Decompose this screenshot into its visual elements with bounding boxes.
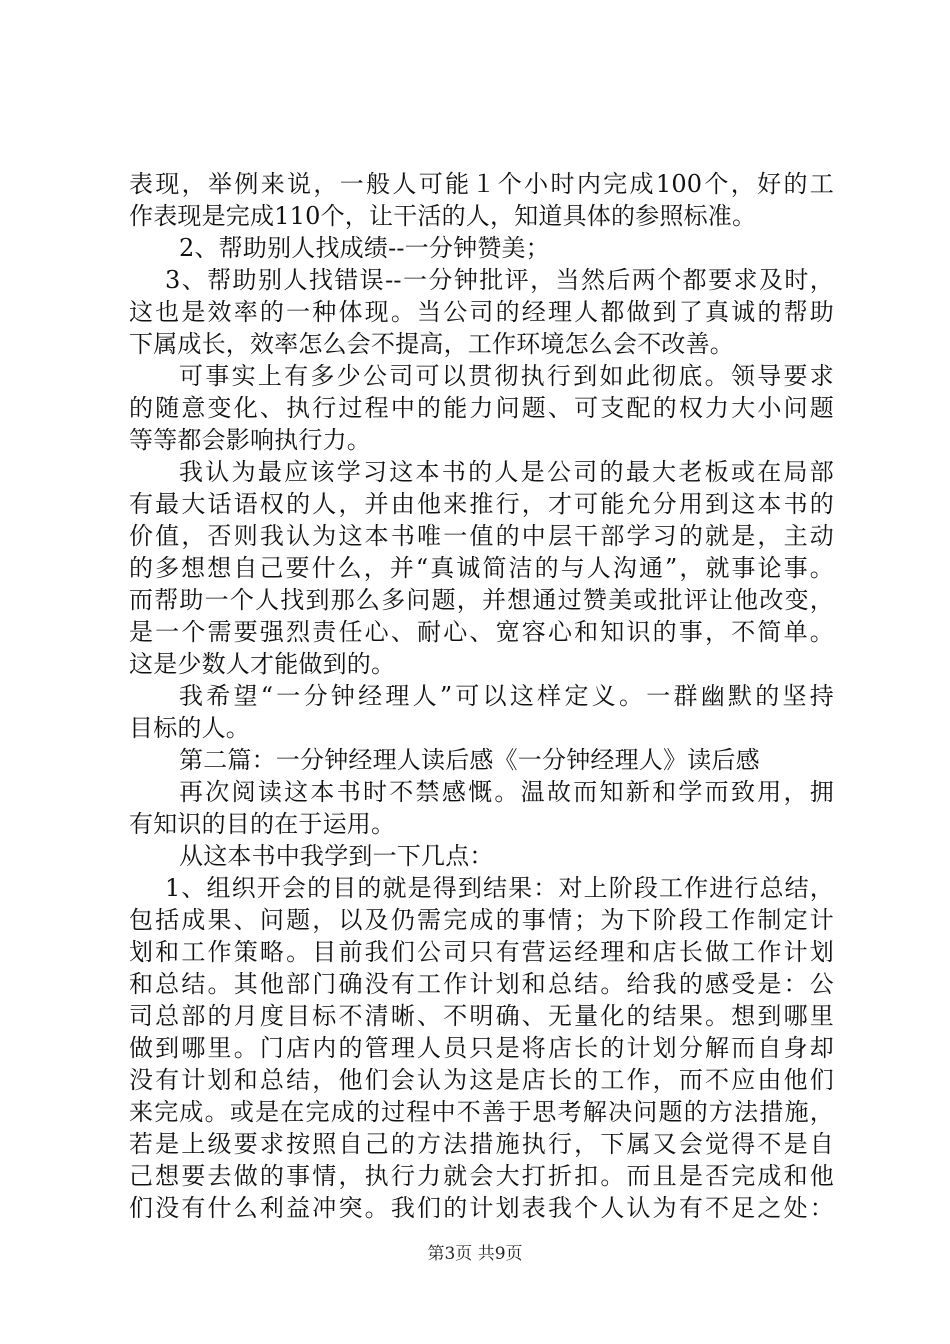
text-line: 来完成。或是在完成的过程中不善于思考解决问题的方法措施， (129, 1098, 834, 1126)
page-footer (0, 1243, 950, 1265)
text-line: 司总部的月度目标不清晰、不明确、无量化的结果。想到哪里 (129, 1002, 834, 1030)
text-line: 有知识的目的在于运用。 (129, 810, 396, 838)
body-text (129, 168, 834, 1224)
text-line: 己想要去做的事情，执行力就会大打折扣。而且是否完成和他 (129, 1162, 834, 1190)
text-line: 这是少数人才能做到的。 (129, 650, 396, 678)
text-line: 2、帮助别人找成绩--一分钟赞美； (179, 234, 550, 262)
text-line: 等等都会影响执行力。 (129, 426, 371, 454)
text-line: 而帮助一个人找到那么多问题，并想通过赞美或批评让他改变， (129, 586, 834, 614)
text-line: 作表现是完成110个，让干活的人，知道具体的参照标准。 (129, 202, 757, 230)
text-line: 的随意变化、执行过程中的能力问题、可支配的权力大小问题 (129, 394, 834, 422)
text-line: 这也是效率的一种体现。当公司的经理人都做到了真诚的帮助 (129, 298, 834, 326)
text-line: 表现，举例来说，一般人可能１个小时内完成100个，好的工 (129, 170, 834, 198)
text-line: 3、帮助别人找错误--一分钟批评，当然后两个都要求及时， (165, 266, 834, 294)
text-line: 我认为最应该学习这本书的人是公司的最大老板或在局部 (179, 458, 834, 486)
text-line: 目标的人。 (129, 714, 250, 742)
page-number: 第3页 共9页 (427, 1244, 523, 1264)
text-line: 可事实上有多少公司可以贯彻执行到如此彻底。领导要求 (179, 362, 834, 390)
text-line: 是一个需要强烈责任心、耐心、宽容心和知识的事，不简单。 (129, 618, 834, 646)
text-line: 包括成果、问题，以及仍需完成的事情；为下阶段工作制定计 (129, 906, 834, 934)
text-line: 价值，否则我认为这本书唯一值的中层干部学习的就是，主动 (129, 522, 834, 550)
text-line: 第二篇：一分钟经理人读后感《一分钟经理人》读后感 (179, 746, 760, 774)
text-line: 的多想想自己要什么，并“真诚简洁的与人沟通”，就事论事。 (129, 554, 834, 582)
text-line: 若是上级要求按照自己的方法措施执行，下属又会觉得不是自 (129, 1130, 834, 1158)
text-line: 1、组织开会的目的就是得到结果：对上阶段工作进行总结， (165, 874, 834, 902)
text-line: 下属成长，效率怎么会不提高，工作环境怎么会不改善。 (129, 330, 734, 358)
text-line: 没有计划和总结，他们会认为这是店长的工作，而不应由他们 (129, 1066, 834, 1094)
text-line: 们没有什么利益冲突。我们的计划表我个人认为有不足之处： (129, 1194, 834, 1222)
text-line: 和总结。其他部门确没有工作计划和总结。给我的感受是：公 (129, 970, 834, 998)
text-line: 从这本书中我学到一下几点： (179, 842, 494, 870)
text-line: 做到哪里。门店内的管理人员只是将店长的计划分解而自身却 (129, 1034, 834, 1062)
text-line: 再次阅读这本书时不禁感慨。温故而知新和学而致用，拥 (179, 778, 834, 806)
text-line: 有最大话语权的人，并由他来推行，才可能允分用到这本书的 (129, 490, 834, 518)
text-line: 我希望“一分钟经理人”可以这样定义。一群幽默的坚持 (179, 682, 834, 710)
text-line: 划和工作策略。目前我们公司只有营运经理和店长做工作计划 (129, 938, 834, 966)
